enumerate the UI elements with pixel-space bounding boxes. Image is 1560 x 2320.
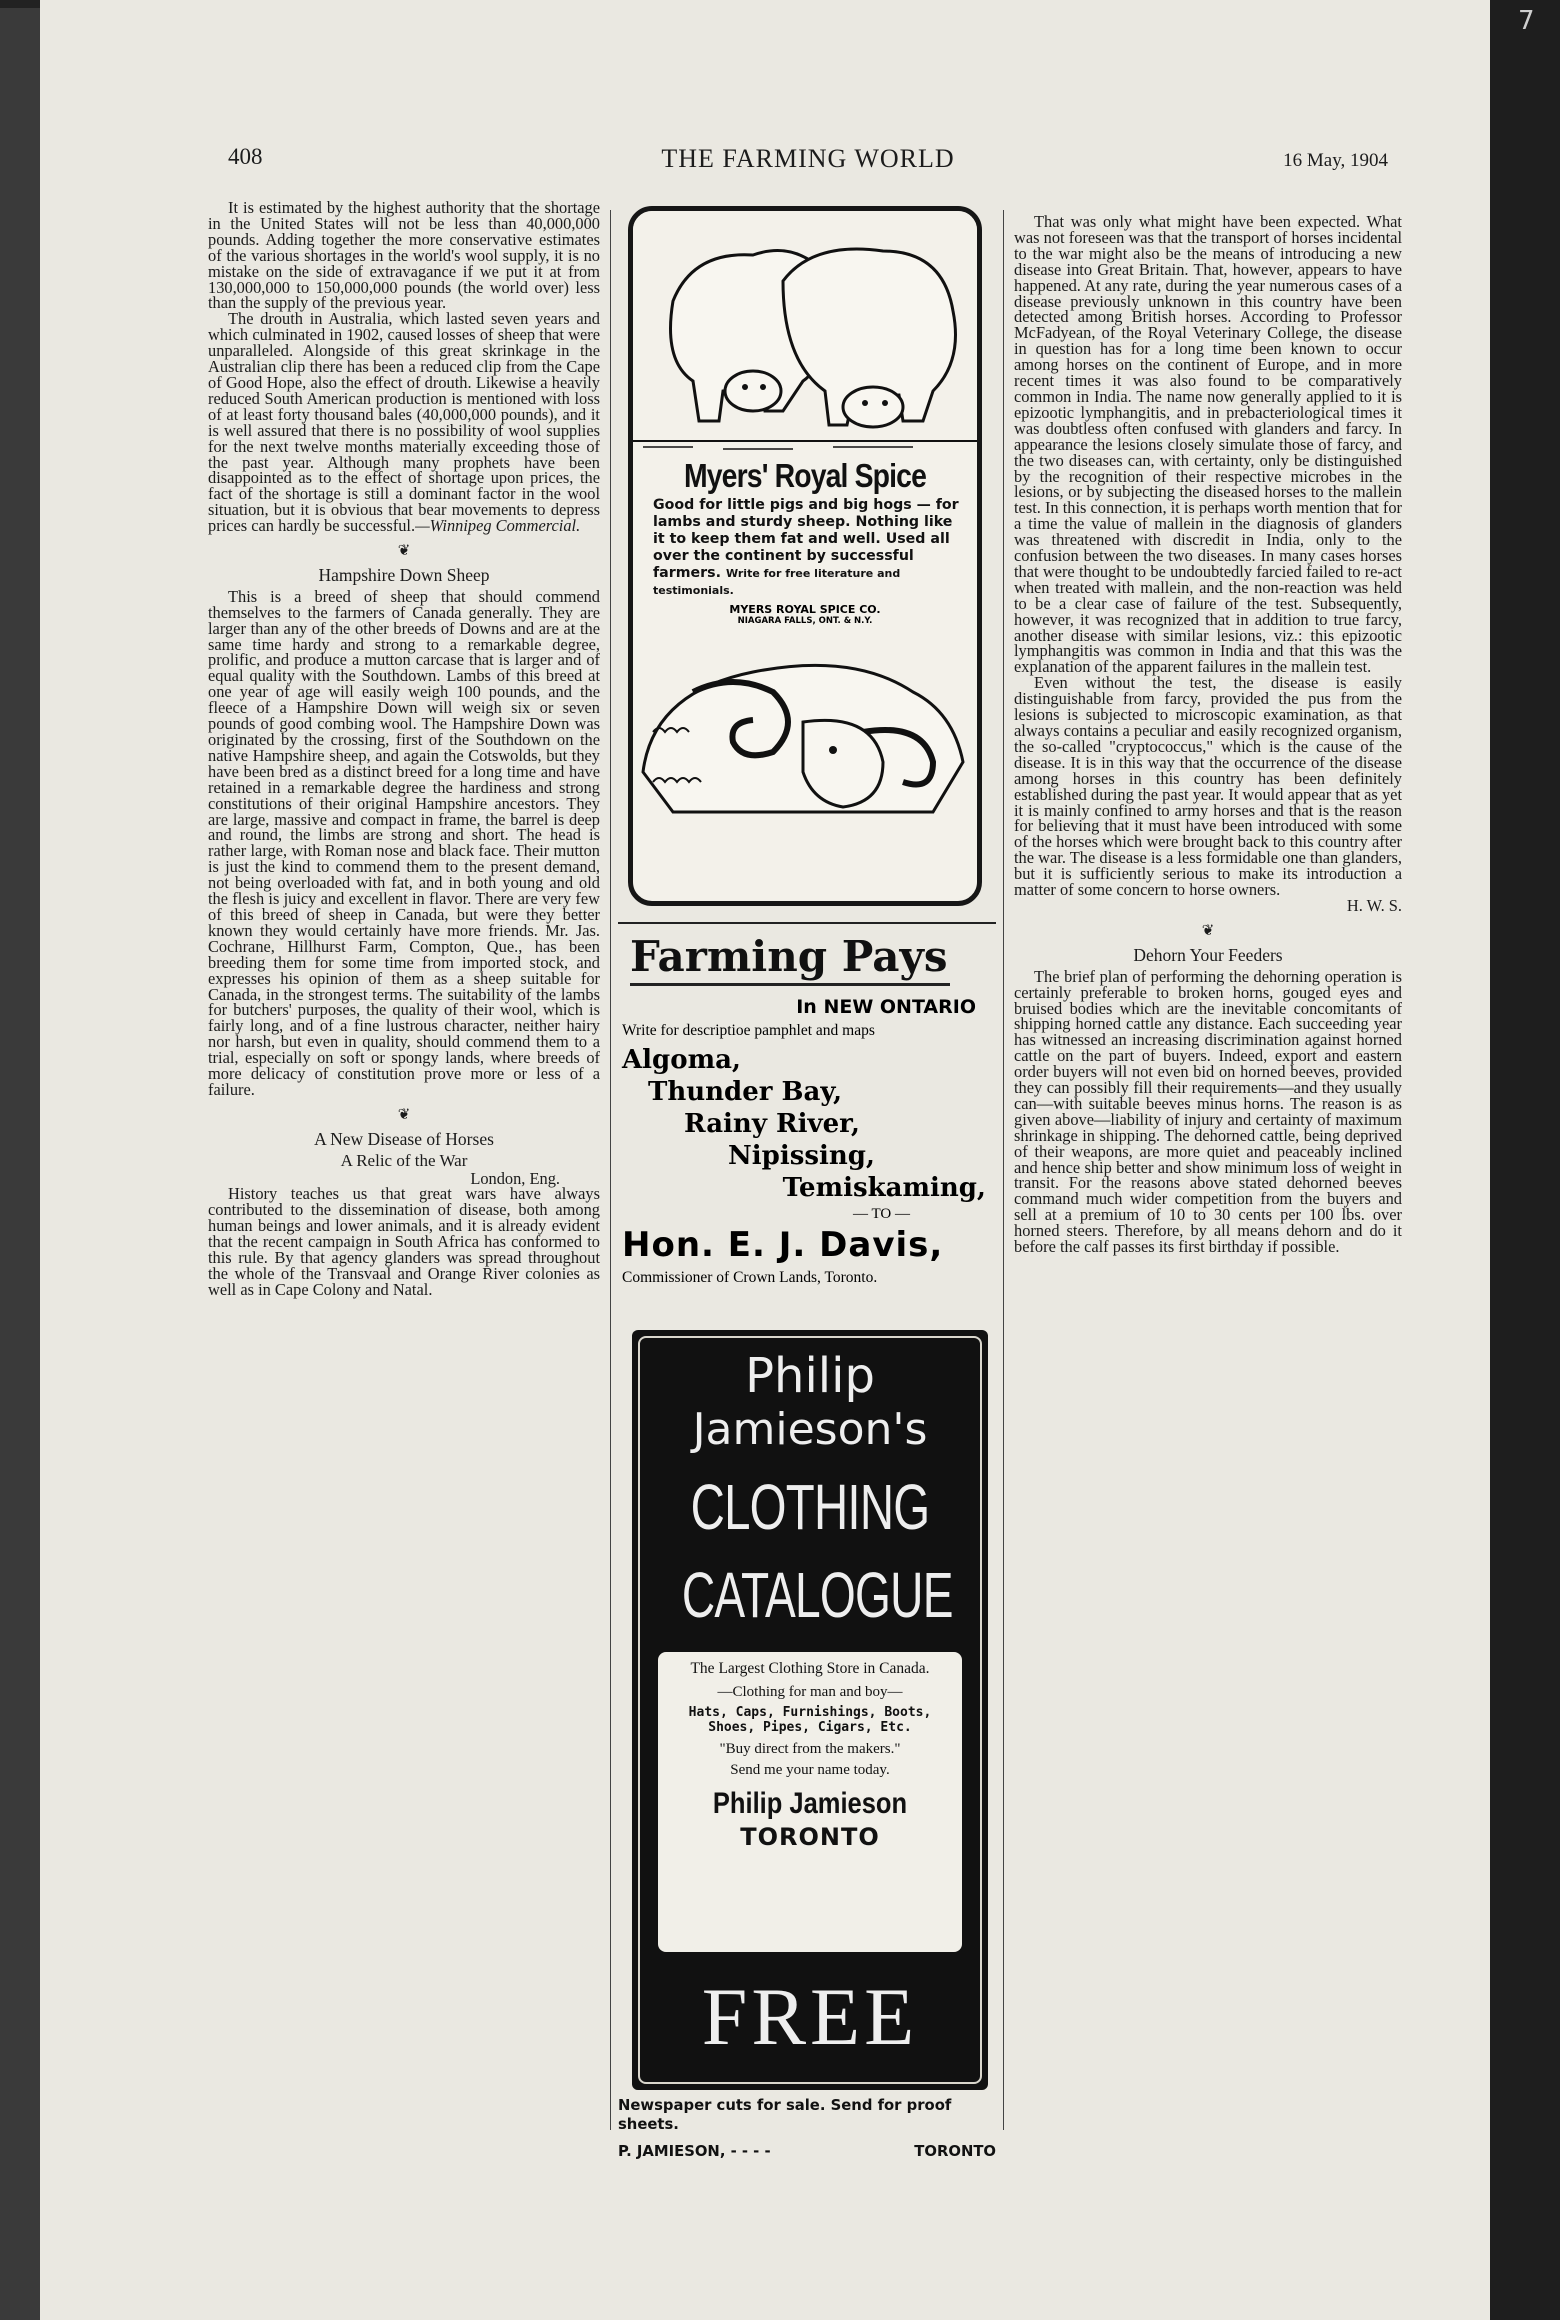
jamieson-footer-city: TORONTO <box>914 2143 996 2160</box>
farming-ad-region: In NEW ONTARIO <box>796 996 976 1018</box>
farming-ad-commissioner: Commissioner of Crown Lands, Toronto. <box>622 1269 878 1286</box>
wool-paragraph-2-text: The drouth in Australia, which lasted seven years and which culminated in 1902, caused losses of sheep that were unparalleled. Alongside of this great skrinkage in the Australian clip there has been a reduced clip from the Cape of Good Hope, also the effect of drouth. Likewise a heavily reduced South American production is mentioned with loss of at least forty thousand bales (40,000,000 pounds), and it is well assured that there is no possibility of wool supplies for the next twelve months materially exceeding those of the past year. Although many prophets have been disappointed as to the effect of shortage upon prices, the fact of the shortage is still a dominant factor in the wool situation, but it is obvious that bear movements to depress prices can hardly be successful. <box>208 309 600 536</box>
hampshire-article: This is a breed of sheep that should commend themselves to the farmers of Canada generally. They are larger than any of the other breeds of Downs and are at the same time hardy and strong to a remarkable degree, prolific, and produce a mutton carcase that is larger and of equal quality with the Southdown. Lambs of this breed at one year of age will easily weigh 100 pounds, and the fleece of a Hampshire Down will weigh six or seven pounds of good combing wool. The Hampshire Down was originated by the crossing, first of the Southdown on the native Hampshire sheep, and again the Cotswolds, but they have been bred as a distinct breed for a long time and have retained in a remarkable degree the hardiness and strong constitutions of their original Hampshire ancestors. They are large, massive and compact in frame, the barrel is deep and round, the limbs are strong and short. The head is rather large, with Roman nose and black face. Their mutton is just the kind to commend them to the present demand, not being overloaded with fat, and in both young and old the flesh is juicy and excellent in flavor. There are very few of this breed of sheep in Canada, but were they better known they would certainly have more friends. Mr. Jas. Cochrane, Hillhurst Farm, Compton, Que., has been breeding them for some time from imported stock, and expresses his opinion of them as a sheep suitable for Canada, in the strongest terms. The suitability of the lambs for butchers' purposes, the quality of their wool, which is fairly long, and of a fine lustrous character, neither hairy nor harsh, but even in quality, should commend them to a trial, especially on soft or spongy lands, where breeds of more delicacy of constitution prove more or less of a failure. <box>208 586 600 1099</box>
jamieson-ad-city: TORONTO <box>740 1823 880 1851</box>
jamieson-ad-items: Hats, Caps, Furnishings, Boots, Shoes, Pipes, Cigars, Etc. <box>688 1705 932 1735</box>
article-signature: H. W. S. <box>1346 895 1402 915</box>
farming-ad-place: Rainy River, <box>684 1109 860 1139</box>
pigs-illustration <box>633 211 977 457</box>
dehorn-heading: Dehorn Your Feeders <box>1133 944 1283 965</box>
jamieson-footer-address <box>618 2142 996 2161</box>
jamieson-ad-name: Philip Jamieson <box>712 1787 908 1820</box>
farming-ad-underline <box>630 983 950 986</box>
disease-article-continued: That was only what might have been expected. What was not foreseen was that the transport of horses incidental to the war might also be the means of introducing a new disease into Great Britain. That, however, appears to have happened. At any rate, during the year numerous cases of a disease previously unknown in this country have been detected among British horses. According to Professor McFadyean, of the Royal Veterinary College, the disease in question has for a long time been known to occur among horses on the continent of Europe, and in more recent times it was also found to be comparatively common in India. The name now generally applied to it is epizootic lymphangitis, and in prebacteriological times it was doubtless often confused with glanders and farcy. In appearance the lesions closely simulate those of farcy, and the two diseases can, with certainty, only be distinguished by the recognition of their respective microbes in the lesions, or by subjecting the diseased horses to the mallein test. In this connection, it is perhaps worth mention that for a time the value of mallein in the diagnosis of glanders was threatened with discredit in India, only to the confusion between the two diseases. In many cases horses that were thought to be undoubtedly farcied failed to re-act when treated with mallein, and the non-reaction was held to be a clear case of failure of the test. Subsequently, however, it was recognized that in addition to true farcy, another disease with similar lesions, viz.: this epizootic lymphangitis was common in India and that this was the explanation of the apparent failures in the mallein test. <box>1014 212 1402 677</box>
wool-paragraph-2 <box>208 311 600 534</box>
disease-article-paragraph-2: Even without the test, the disease is easily distinguishable from farcy, provided the pus from the lesions is subjected to microscopic examination, as that always contains a peculiar and easily recognized organism, the so-called "cryptococcus," which is the cause of the disease. It is in this way that the occurrence of the disease among horses in this country has been definitely established during the past year. It would appear that as yet it is mainly confined to army horses and that is the reason for believing that it must have been introduced with some of the horses which were brought back to this country after the war. The disease is a less formidable one than glanders, but it is sufficiently serious to make its introduction a matter of some concern to horse owners. <box>1014 673 1402 900</box>
jamieson-ad-send: Send me your name today. <box>730 1762 890 1778</box>
left-column <box>208 200 600 2130</box>
farming-pays-ad <box>618 922 996 1287</box>
page-edge-shadow <box>1490 0 1560 2320</box>
jamieson-ad-quote: "Buy direct from the makers." <box>719 1741 901 1757</box>
disease-article-start: History teaches us that great wars have always contributed to the dissemination of disease, both among human beings and lower animals, and it is already evident that the recent campaign in South Africa has conformed to this rule. By that agency glanders was spread throughout the whole of the Transvaal and Orange River colonies as well as in Cape Colony and Natal. <box>208 1184 600 1299</box>
jamieson-ad-free: FREE <box>701 1971 919 2062</box>
wool-paragraph-1: It is estimated by the highest authority that the shortage in the United States will not be less than 40,000,000 pounds. Adding together the more conservative estimates of the various shortages in the world's wool supply, it is no mistake on the side of extravagance if we put it at from 130,000,000 to 150,000,000 pounds (the world over) less than the supply of the previous year. <box>208 198 600 313</box>
fleuron-ornament: ❦ <box>397 1106 411 1123</box>
jamieson-ad-clothing: —Clothing for man and boy— <box>717 1684 903 1700</box>
jamieson-ad-line1: Philip <box>745 1348 875 1404</box>
farming-ad-place: Algoma, <box>622 1045 741 1075</box>
corner-mark: 7 <box>1518 6 1535 36</box>
column-rule-right <box>1003 210 1004 2130</box>
jamieson-ad-line2: Jamieson's <box>692 1404 928 1455</box>
jamieson-ad-line3: CLOTHING <box>690 1471 930 1543</box>
column-rule-left <box>610 210 611 2130</box>
jamieson-footer-text: Newspaper cuts for sale. Send for proof sheets. <box>618 2097 952 2133</box>
publication-title: THE FARMING WORLD <box>661 144 955 173</box>
farming-ad-place: Nipissing, <box>728 1141 875 1171</box>
myers-ad-title: Myers' Royal Spice <box>683 457 927 494</box>
disease-dateline: London, Eng. <box>470 1168 560 1188</box>
myers-royal-spice-ad <box>628 206 982 906</box>
disease-subheading: A Relic of the War <box>340 1150 468 1170</box>
farming-ad-place: Temiskaming, <box>782 1173 986 1203</box>
farming-ad-to: — TO — <box>853 1206 910 1222</box>
myers-ad-company: MYERS ROYAL SPICE CO. <box>729 603 881 616</box>
myers-ad-write: Write for free literature and testimonials. <box>653 567 901 597</box>
jamieson-ad-footer <box>618 2096 996 2161</box>
disease-heading: A New Disease of Horses <box>314 1128 494 1149</box>
myers-ad-body-text: Good for little pigs and big hogs — for lambs and sturdy sheep. Nothing like it to keep them fat and well. Used all over the continent by successful farmers. <box>653 497 959 581</box>
farming-ad-title: Farming Pays <box>630 932 948 981</box>
hampshire-heading: Hampshire Down Sheep <box>318 564 490 585</box>
issue-date: 16 May, 1904 <box>1283 150 1388 171</box>
page-number: 408 <box>228 144 263 169</box>
jamieson-clothing-ad <box>632 1330 988 2090</box>
ram-illustration <box>633 632 977 822</box>
jamieson-ad-store: The Largest Clothing Store in Canada. <box>690 1660 930 1677</box>
farming-ad-name: Hon. E. J. Davis, <box>622 1225 944 1265</box>
farming-ad-place: Thunder Bay, <box>648 1077 843 1107</box>
right-column <box>1014 214 1402 2144</box>
jamieson-footer-name: P. JAMIESON, - - - - <box>618 2143 771 2160</box>
fleuron-ornament: ❦ <box>1201 922 1215 939</box>
myers-ad-body <box>633 495 977 599</box>
wool-source: —Winnipeg Commercial. <box>415 516 581 536</box>
jamieson-ad-line4: CATALOGUE <box>681 1559 953 1631</box>
myers-ad-address: NIAGARA FALLS, ONT. & N.Y. <box>737 616 873 626</box>
fleuron-ornament: ❦ <box>397 543 411 560</box>
jamieson-ad-panel <box>658 1652 962 1952</box>
page-header <box>228 144 1388 184</box>
dehorn-article: The brief plan of performing the dehorning operation is certainly preferable to broken horns, gouged eyes and bruised bodies which are the inevitable concomitants of shipping horned cattle any distance. Each succeeding year has witnessed an increasing discrimination against horned cattle on the part of buyers. Indeed, export and eastern order buyers will not even bid on horned beeves, provided they can possibly fill their requirements—and they usually can—with suitable beeves minus horns. The reason is as given above—liability of injury and certainty of maximum shrinkage in shipping. The dehorned cattle, being deprived of their weapons, are more quiet and peaceably inclined and hence ship better and show minimum loss of weight in transit. For the reasons above stated dehorned beeves command much wider competition from the buyers and sell at a premium of 10 to 30 cents per 100 lbs. over horned steers. Therefore, by all means dehorn and do it before the calf passes its first birthday if possible. <box>1014 966 1402 1257</box>
farming-ad-write: Write for descriptioe pamphlet and maps <box>622 1022 875 1039</box>
